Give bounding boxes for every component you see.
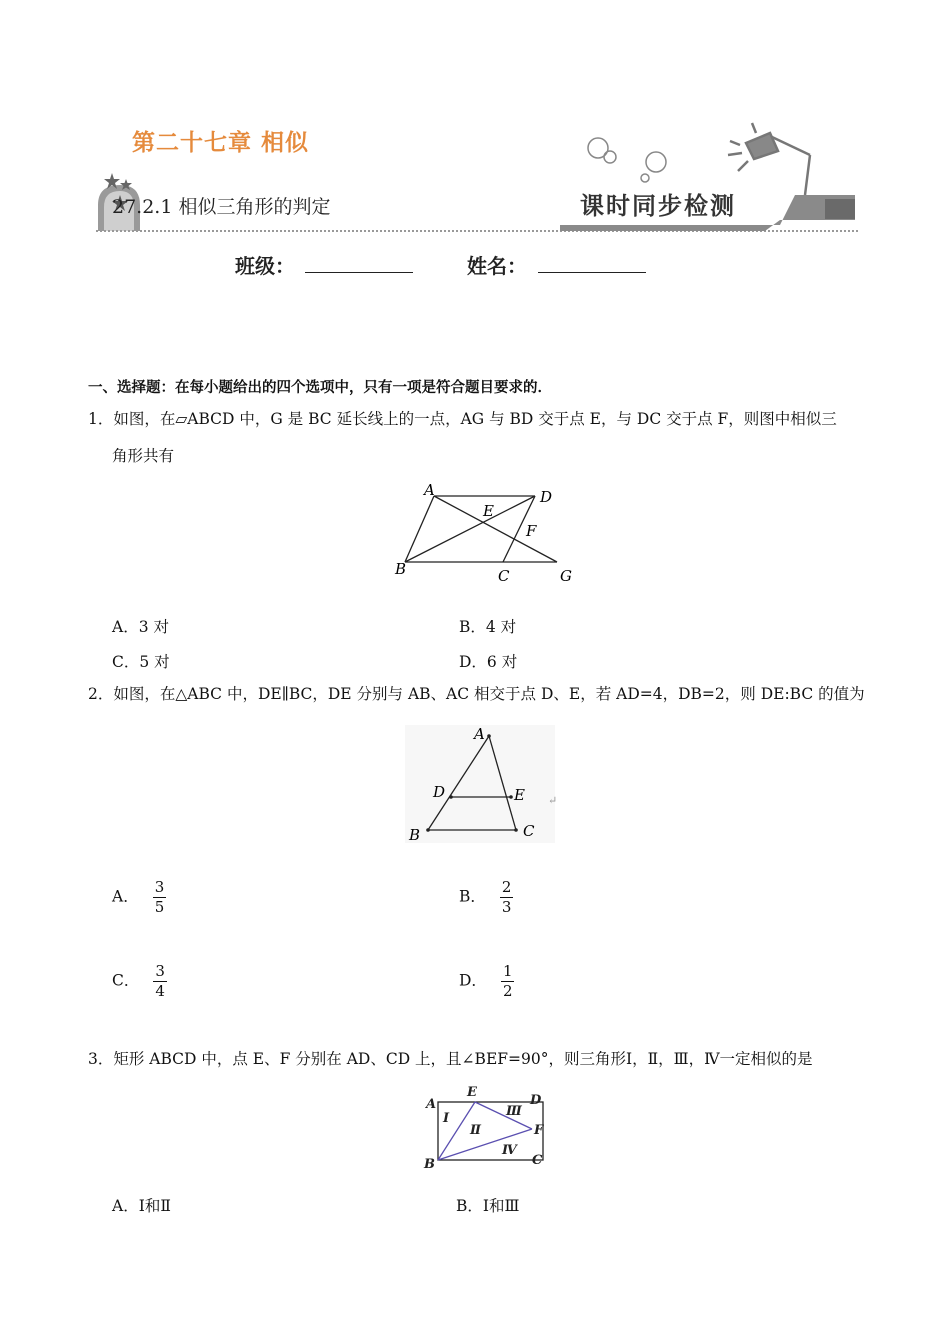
label-a: A [474,725,485,743]
question-2-option-c[interactable]: C． $\frac{3}{4}$ [112,962,165,1000]
question-2-text-line1: 2．如图，在△ABC 中，DE∥BC，DE 分别与 AB、AC 相交于点 D、E，若 AD=4，DB=2，则 DE:BC 的值为 [88,685,865,703]
region-1-label: Ⅰ [443,1111,450,1126]
name-label: 姓名： [467,254,527,278]
label-g: G [560,567,572,585]
question-3-figure [420,1082,555,1172]
question-3-text-line1: 3．矩形 ABCD 中，点 E、F 分别在 AD、CD 上，且∠BEF=90°，则三角形Ⅰ，Ⅱ，Ⅲ，Ⅳ一定相似的是 [88,1050,813,1068]
label-e: E [483,502,494,520]
question-2-figure [400,722,570,847]
question-2-option-a[interactable]: A． $\frac{3}{5}$ [112,878,165,916]
label-d: D [530,1093,542,1108]
label-c: C [498,567,510,585]
question-3-option-b[interactable]: B．Ⅰ和Ⅲ [456,1197,520,1215]
lesson-title: 27.2.1 相似三角形的判定 [112,196,331,218]
label-f: F [526,522,537,540]
question-1-option-d[interactable]: D．6 对 [459,653,518,671]
label-d: D [433,783,446,801]
question-1-option-c[interactable]: C．5 对 [112,653,170,671]
question-1-text-line1: 1．如图，在▱ABCD 中，G 是 BC 延长线上的一点，AG 与 BD 交于点 E，与 DC 交于点 F，则图中相似三 [88,410,837,428]
label-a: A [424,481,435,499]
question-3-option-a[interactable]: A．Ⅰ和Ⅱ [112,1197,171,1215]
section-title: 一、选择题：在每小题给出的四个选项中，只有一项是符合题目要求的． [88,380,552,396]
label-b: B [409,826,421,844]
label-c: C [523,822,535,840]
label-b: B [395,560,407,578]
question-2-option-d[interactable]: D． $\frac{1}{2}$ [459,962,513,1000]
region-4-label: Ⅳ [502,1143,517,1158]
banner-text: 课时同步检测 [580,191,736,220]
label-a: A [426,1097,437,1112]
class-blank-field[interactable] [305,272,413,273]
region-2-label: Ⅱ [470,1123,481,1138]
question-1-text-line2: 角形共有 [112,447,175,465]
label-c: C [532,1153,543,1168]
question-1-option-b[interactable]: B．4 对 [459,618,517,636]
desk-lamp-icon [728,123,810,195]
label-f: F [534,1123,544,1138]
question-2-option-b[interactable]: B． $\frac{2}{3}$ [459,878,512,916]
return-mark-icon: ↵ [548,794,558,807]
class-label: 班级： [235,254,295,278]
label-e: E [467,1085,477,1100]
chapter-title: 第二十七章 相似 [132,130,310,156]
question-1-option-a[interactable]: A．3 对 [112,618,169,636]
label-d: D [540,488,553,506]
question-1-figure [390,478,590,588]
label-e: E [514,786,525,804]
name-blank-field[interactable] [538,272,646,273]
region-3-label: Ⅲ [506,1104,522,1119]
label-b: B [424,1157,435,1172]
